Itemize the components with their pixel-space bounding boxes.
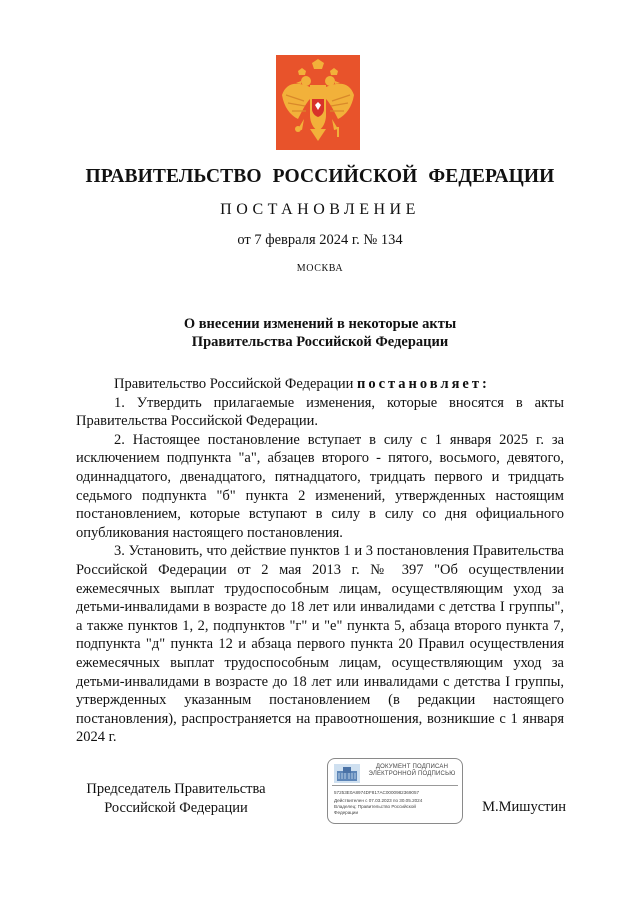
- electronic-signature-stamp: [327, 758, 463, 824]
- stamp-owner-line-1: Владелец: Правительство Российской: [334, 804, 416, 809]
- coat-of-arms-emblem: [276, 55, 360, 150]
- signer-name: М.Мишустин: [482, 799, 566, 815]
- document-title-line-2: Правительства Российской Федерации: [191, 334, 449, 350]
- stamp-owner-line-2: Федерации: [334, 810, 359, 815]
- decree-city: МОСКВА: [296, 263, 344, 274]
- intro-paragraph: [76, 375, 564, 394]
- signer-position-line-1: Председатель Правительства: [86, 781, 266, 797]
- stamp-heading: [364, 764, 460, 778]
- stamp-validity: Действителен с 07.03.2023 по 30.05.2024: [334, 798, 423, 803]
- paragraph-item-2: 2. Настоящее постановление вступает в силу с 1 января 2025 г. за исключением подпункта "а", абзацев второго - пятого, восьмого, девятого, одиннадцатого, двенадцатого, пятнадцатого, тридцать первого и тридцать седьмого подпункта "б" пункта 2 изменений, утвержденных настоящим постановлением, которые вступают в силу в силу со дня официального опубликования настоящего постановления.: [76, 431, 564, 541]
- intro-verb: постановляет:: [356, 376, 490, 392]
- signer-position-line-2: Российской Федерации: [104, 800, 248, 816]
- stamp-heading-line-2: ЭЛЕКТРОННОЙ ПОДПИСЬЮ: [368, 771, 456, 777]
- signer-position: [76, 780, 276, 818]
- decree-date-number: от 7 февраля 2024 г. № 134: [237, 232, 403, 248]
- intro-text: Правительство Российской Федерации: [114, 376, 357, 392]
- stamp-certificate: 57253E0A8974DF817AC0000982369057: [334, 790, 420, 795]
- government-heading: ПРАВИТЕЛЬСТВО РОССИЙСКОЙ ФЕДЕРАЦИИ: [85, 166, 555, 187]
- government-building-icon: [334, 764, 360, 783]
- document-type: ПОСТАНОВЛЕНИЕ: [220, 201, 420, 218]
- stamp-heading-line-1: ДОКУМЕНТ ПОДПИСАН: [375, 764, 449, 770]
- stamp-divider: [332, 785, 458, 786]
- document-body: [76, 375, 564, 747]
- paragraph-item-1: 1. Утвердить прилагаемые изменения, которые вносятся в акты Правительства Российской Федерации.: [76, 394, 564, 430]
- paragraph-item-3: 3. Установить, что действие пунктов 1 и 3 постановления Правительства Российской Федерации от 2 мая 2013 г. № 397 "Об осуществлении ежемесячных выплат трудоспособным лицам, осуществляющим уход за детьми-инвалидами в возрасте до 18 лет или инвалидами с детства I группы", а также пунктов 1, 2, подпунктов "г" и "е" пункта 5, абзаца второго пункта 7, подпункта "д" пункта 12 и абзаца первого пункта 20 Правил осуществления ежемесячных выплат трудоспособным лицам, осуществляющим уход за детьми-инвалидами в возрасте до 18 лет или инвалидами с детства I группы, утвержденных указанным постановлением (в редакции настоящего постановления), распространяется на правоотношения, возникшие с 1 января 2024 г.: [76, 543, 564, 746]
- document-title: [0, 315, 640, 351]
- document-title-line-1: О внесении изменений в некоторые акты: [183, 316, 457, 332]
